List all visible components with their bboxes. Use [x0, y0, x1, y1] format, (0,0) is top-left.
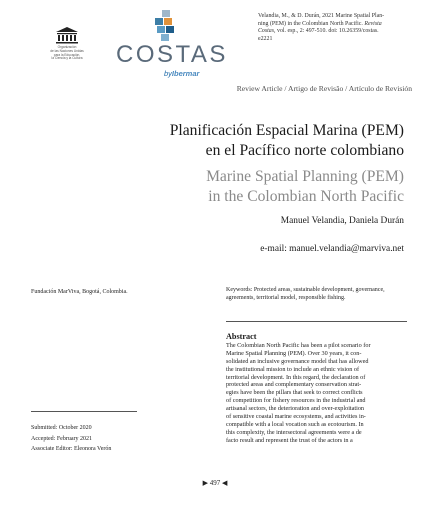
associate-editor: Associate Editor: Eleonora Verón	[31, 446, 112, 452]
keywords	[226, 287, 404, 302]
abstract-heading: Abstract	[226, 332, 257, 341]
costas-logo	[116, 10, 226, 80]
article-type: Review Article / Artigo de Revisão / Artículo de Revisión	[236, 84, 412, 93]
ibermar-wordmark: byIbermar	[164, 69, 200, 78]
page-number: ▶ 497 ◀	[202, 479, 228, 487]
keywords-divider	[226, 321, 407, 322]
unesco-caption: Organización de las Naciones Unidas para la Educación, la Ciencia y la Cultura	[50, 45, 84, 61]
affiliation: Fundación MarViva, Bogotá, Colombia.	[31, 289, 128, 295]
unesco-temple-icon	[55, 26, 79, 44]
citation: Velandia, M., & D. Durán, 2021 Marine Spatial Plan- ning (PEM) in the Colombian North Pacific. Revista Costas, vol. esp., 2: 497-510. doi: 10.26359/costas. e2221	[258, 13, 385, 42]
dates-divider	[31, 411, 137, 412]
author-email: e-mail: manuel.velandia@marviva.net	[260, 244, 404, 254]
submission-dates	[31, 423, 111, 455]
keywords-label: Keywords:	[226, 287, 253, 293]
title-english: Marine Spatial Planning (PEM) in the Colombian North Pacific	[206, 168, 404, 205]
abstract-body: The Colombian North Pacific has been a pilot scenario for Marine Spatial Planning (PEM). Over 30 years, it con- solidated an inclusive governance model that has allowed the institutional mission to include an ethnic vision of territorial development. In this regard, the declaration of protected areas and complementary conservation strat- egies have been the pillars that seek to correct conflicts of competition for fishery resources in the industrial and artisanal sectors, the deterioration and over-exploitation of sensitive coastal marine ecosystems, and activities in- compatible with a local vocation such as ecotourism. In this complexity, the intersectoral agreements were a de facto result and represent the trust of the actors in a	[226, 342, 371, 444]
accepted-date: Accepted: February 2021	[31, 435, 92, 442]
keywords-text: Protected areas, sustainable development, governance, agreements, territorial model, responsible fishing.	[226, 287, 385, 301]
authors: Manuel Velandia, Daniela Durán	[280, 216, 404, 226]
submitted-date: Submitted: October 2020	[31, 425, 92, 431]
unesco-logo	[42, 26, 92, 61]
costas-wordmark: COSTAS	[116, 41, 228, 68]
costas-mark-icon	[152, 10, 180, 42]
title-spanish: Planificación Espacial Marina (PEM) en el Pacífico norte colombiano	[169, 122, 404, 159]
